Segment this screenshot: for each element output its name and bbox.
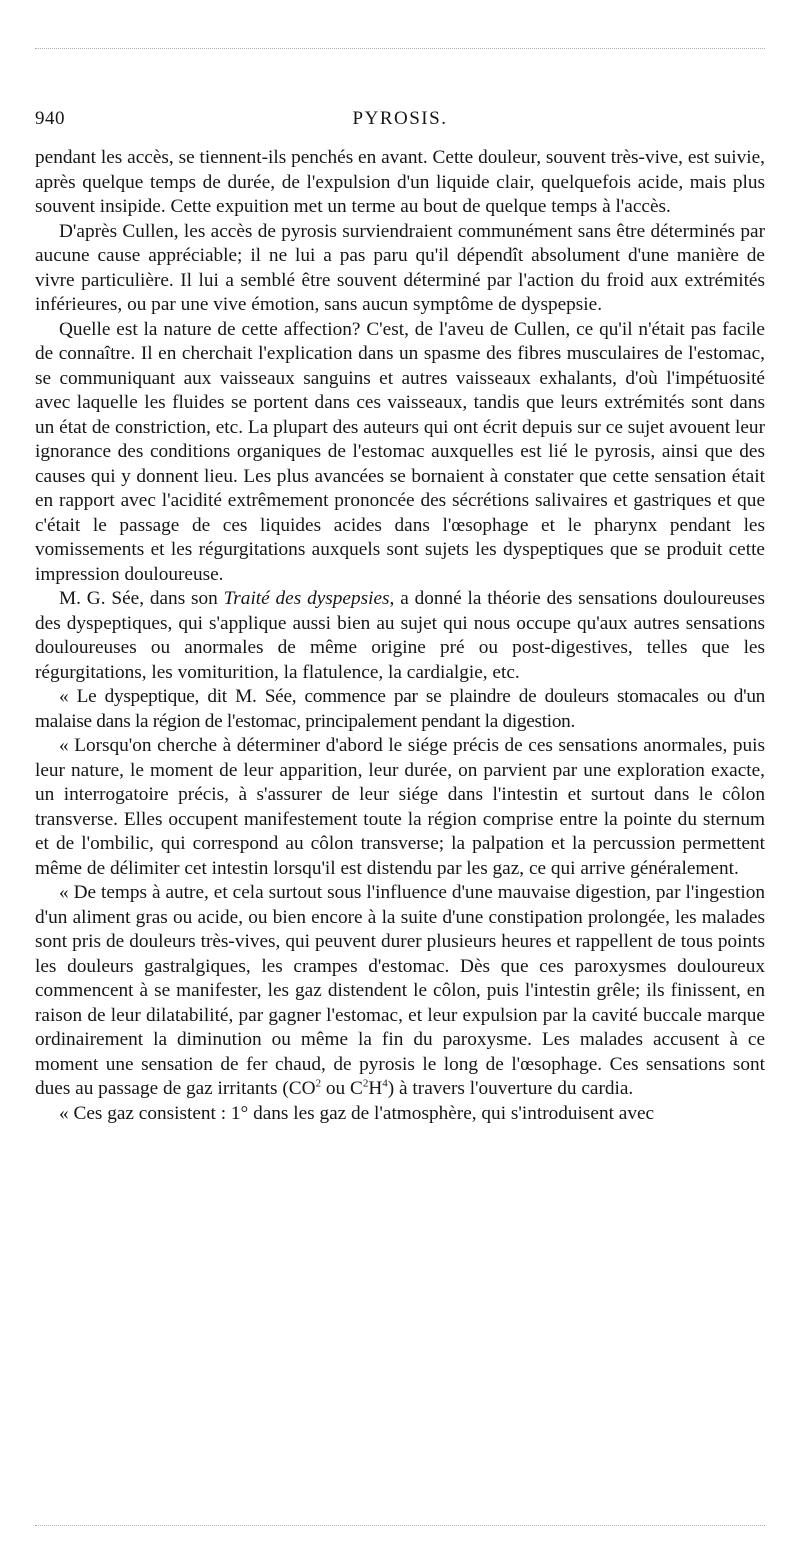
book-title: Traité des dyspepsies	[223, 588, 390, 609]
body-text	[35, 146, 765, 1126]
paragraph-2: D'après Cullen, les accès de pyrosis surviendraient communément sans être déterminés par aucune cause appréciable; il ne lui a pas paru qu'il dépendît absolument d'une manière de vivre particulière. Il lui a semblé être souvent déterminé par l'action du froid aux extrémités inférieures, ou par une vive émotion, sans aucun symptôme de dyspepsie.	[35, 220, 765, 315]
paragraph-7-end: ) à travers l'ouverture du cardia.	[387, 1078, 634, 1099]
page-header	[35, 108, 765, 138]
superscript-c2: 2	[362, 1077, 369, 1090]
paragraph-6: « Lorsqu'on cherche à déterminer d'abord le siége précis de ces sensations anormales, puis leur nature, le moment de leur apparition, leur durée, on parvient par une exploration exacte, un interrogatoire précis, à s'assurer de leur siége dans l'intestin et surtout dans le côlon transverse. Elles occupent manifestement toute la région comprise entre la pointe du sternum et de l'ombilic, qui correspond au côlon transverse; la palpation et la percussion permettent même de délimiter cet intestin lorsqu'il est distendu par les gaz, ce qui arrive généralement.	[35, 735, 765, 879]
running-title: PYROSIS.	[352, 108, 448, 129]
paragraph-1: pendant les accès, se tiennent-ils penchés en avant. Cette douleur, souvent très-vive, est suivie, après quelque temps de durée, de l'expulsion d'un liquide clair, quelquefois acide, mais plus souvent insipide. Cette expuition met un terme au bout de quelque temps à l'accès.	[35, 147, 765, 217]
paragraph-4-rest: , a donné la théorie des sensations douloureuses des dyspeptiques, qui s'applique aussi bien au sujet qui nous occupe qu'aux autres sensations douloureuses ou anormales de même origine pré ou post-digestives, telles que les régurgitations, les vomiturition, la flatulence, la cardialgie, etc.	[35, 588, 765, 683]
superscript-h4: 4	[382, 1077, 388, 1090]
paragraph-5: « Le dyspeptique, dit M. Sée, commence par se plaindre de douleurs stomacales ou d'un malaise dans la région de l'estomac, principalement pendant la digestion.	[35, 686, 765, 732]
paragraph-7-mid2: H	[368, 1078, 383, 1099]
top-margin-dotted-line	[35, 48, 765, 49]
paragraph-7-mid: ou C	[321, 1078, 363, 1099]
paragraph-7-text: « De temps à autre, et cela surtout sous l'influence d'une mauvaise digestion, par l'ingestion d'un aliment gras ou acide, ou bien encore à la suite d'une constipation prolongée, les malades sont pris de douleurs très-vives, qui peuvent durer plusieurs heures et rappellent de tous points les douleurs gastralgiques, les crampes d'estomac. Dès que ces paroxysmes douloureux commencent à se manifester, les gaz distendent le côlon, puis l'intestin grêle; ils finissent, en raison de leur dilatabilité, par gagner l'estomac, et leur expulsion par la cavité buccale marque ordinairement la diminution ou même la fin du paroxysme. Les malades accusent à ce moment une sensation de fer chaud, de pyrosis le long de l'œsophage. Ces sensations sont dues au passage de gaz irritants (CO	[35, 882, 765, 1099]
paragraph-3: Quelle est la nature de cette affection? C'est, de l'aveu de Cullen, ce qu'il n'était pas facile de connaître. Il en cherchait l'explication dans un spasme des fibres musculaires de l'estomac, se communiquant aux vaisseaux sanguins et autres vaisseaux exhalants, d'où l'impétuosité avec laquelle les fluides se portent dans ces vaisseaux, tandis que leurs extrémités sont dans un état de constriction, etc. La plupart des auteurs qui ont écrit depuis sur ce sujet avouent leur ignorance des conditions organiques de l'estomac auxquelles est lié le pyrosis, ainsi que des causes qui y donnent lieu. Les plus avancées se bornaient à constater que cette sensation était en rapport avec l'acidité extrêmement prononcée des sécrétions salivaires et gastriques et que c'était le passage de ces liquides acides dans l'œsophage et le pharynx pendant les vomissements et les régurgitations auxquels sont sujets les dyspeptiques que se produit cette impression douloureuse.	[35, 318, 765, 585]
paragraph-8: « Ces gaz consistent : 1° dans les gaz de l'atmosphère, qui s'introduisent avec	[59, 1102, 655, 1124]
paragraph-7	[35, 881, 765, 1102]
paragraph-4	[35, 587, 765, 685]
paragraph-4-lead: M. G. Sée, dans son	[59, 588, 224, 609]
bottom-margin-dotted-line	[35, 1525, 765, 1526]
page-number: 940	[35, 108, 65, 129]
superscript-co2: 2	[315, 1077, 322, 1090]
